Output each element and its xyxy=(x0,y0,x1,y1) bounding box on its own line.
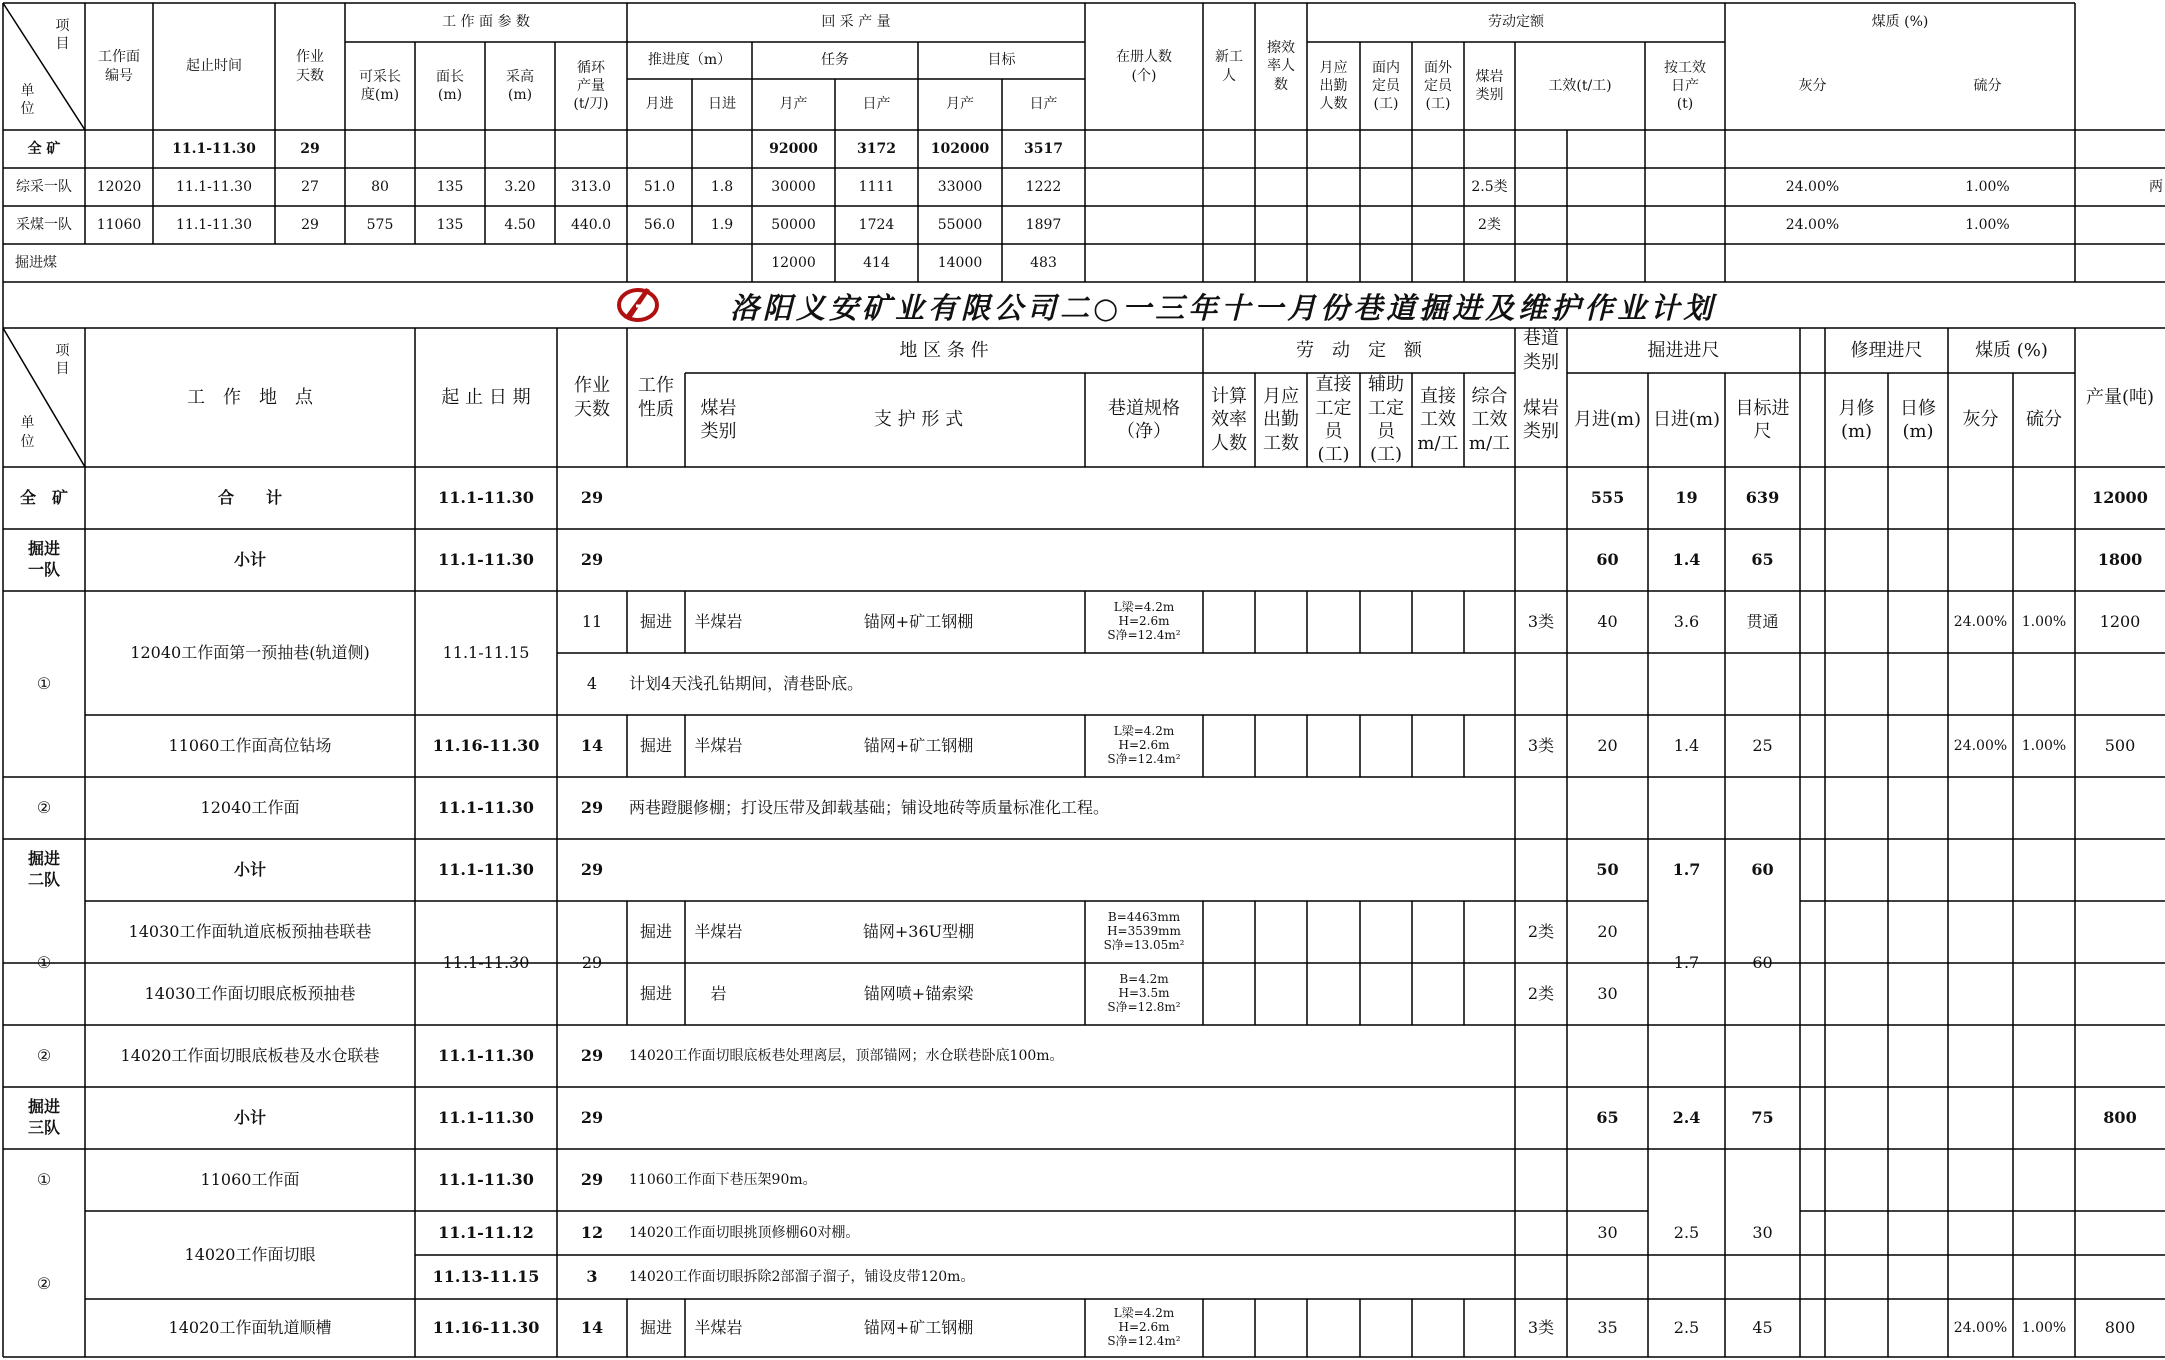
top-row-facelen xyxy=(415,130,485,168)
top-row-gday: 1897 xyxy=(1025,216,1062,233)
team1-item1-target: 贯通 xyxy=(1746,611,1779,631)
team1-day: 1.4 xyxy=(1672,549,1701,569)
row-total-output: 12000 xyxy=(2092,487,2148,507)
team2-item1-location: 14030工作面轨道底板预抽巷联巷 xyxy=(128,921,372,941)
top-row-gmonth: 14000 xyxy=(937,254,983,271)
top-h-registered: 在册人数 (个) xyxy=(1116,49,1172,84)
team2-item2-note: 14020工作面切眼底板巷处理离层，顶部锚网；水仓联巷卧底100m。 xyxy=(629,1047,1064,1064)
top-row-extra xyxy=(2135,130,2165,168)
team1-output: 1800 xyxy=(2097,549,2143,569)
top-row-height xyxy=(485,130,555,168)
team3-item2-days: 12 xyxy=(580,1222,604,1242)
team3-item2b-dates: 11.13-11.15 xyxy=(432,1266,540,1286)
top-h-new: 新工 人 xyxy=(1215,49,1243,84)
bottom-h-labor: 劳 动 定 额 xyxy=(1296,339,1422,361)
top-h-sulfur: 硫分 xyxy=(1973,77,2002,94)
top-row-gday: 3517 xyxy=(1024,140,1063,157)
team1-item1-sulfur: 1.00% xyxy=(2021,613,2067,630)
top-row-extra xyxy=(2135,244,2165,282)
top-row-tday: 1111 xyxy=(858,178,895,195)
team1-item1b-dates: 11.16-11.30 xyxy=(432,735,540,755)
team3-item1-dates: 11.1-11.30 xyxy=(438,1169,534,1189)
team2-target: 60 xyxy=(1751,859,1774,879)
page-title: 洛阳义安矿业有限公司二○一三年十一月份巷道掘进及维护作业计划 xyxy=(730,290,1717,325)
team3-unit: 掘进 三队 xyxy=(27,1097,60,1137)
team2-item1-rock2: 2类 xyxy=(1527,921,1555,941)
top-h-task: 任务 xyxy=(821,52,849,69)
team3-item3-output: 800 xyxy=(2104,1317,2136,1337)
bottom-h-target: 目标进尺 xyxy=(1735,397,1790,442)
team3-item2b-note: 14020工作面切眼拆除2部溜子溜子，铺设皮带120m。 xyxy=(629,1268,975,1285)
top-row-cycle xyxy=(555,130,627,168)
team2-unit: 掘进 二队 xyxy=(27,849,60,889)
team1-dates: 11.1-11.30 xyxy=(438,549,534,569)
team3-item3-target: 45 xyxy=(1752,1317,1773,1337)
top-h-params: 工 作 面 参 数 xyxy=(442,14,530,31)
team2-item1b-rock2: 2类 xyxy=(1527,983,1555,1003)
top-row-ash xyxy=(1725,130,1900,168)
team3-month: 65 xyxy=(1596,1107,1619,1127)
top-row-gday: 483 xyxy=(1030,254,1057,271)
team2-item1b-month: 30 xyxy=(1597,983,1618,1003)
top-row-face xyxy=(85,130,153,168)
top-row-period xyxy=(153,244,275,282)
team1-item1b-day: 1.4 xyxy=(1673,735,1700,755)
top-row-extra: 两 xyxy=(2149,178,2163,195)
team3-item2-location: 14020工作面切眼 xyxy=(184,1244,316,1264)
bottom-h-days: 作业 天数 xyxy=(574,375,610,420)
team1-item1b-ash: 24.00% xyxy=(1953,737,2008,754)
bottom-h-direct: 直接 工定 员 (工) xyxy=(1315,374,1352,466)
top-h-height: 采高 (m) xyxy=(506,68,534,103)
team2-item2-number: ② xyxy=(36,1045,52,1065)
bottom-h-rock2: 煤岩 类别 xyxy=(1523,397,1559,442)
top-h-cycle: 循环 产量 (t/刀) xyxy=(573,59,609,113)
team1-item1-note: 计划4天浅孔钻期间，清巷卧底。 xyxy=(629,673,864,693)
team3-day: 2.4 xyxy=(1672,1107,1701,1127)
top-row-dadv xyxy=(692,244,752,282)
team2-item1-month: 20 xyxy=(1597,921,1618,941)
team2-item1-nature: 掘进 xyxy=(639,921,672,941)
team2-item1b-rock: 岩 xyxy=(710,983,727,1003)
team1-item1b-nature: 掘进 xyxy=(639,735,672,755)
row-total-month: 555 xyxy=(1590,487,1625,507)
team1-item1b-month: 20 xyxy=(1597,735,1618,755)
team2-day: 1.7 xyxy=(1672,859,1701,879)
team1-item1-day: 3.6 xyxy=(1673,611,1700,631)
team2-days: 29 xyxy=(580,859,604,879)
team3-item3-month: 35 xyxy=(1597,1317,1618,1337)
bottom-h-rmonth: 月修 (m) xyxy=(1838,397,1875,442)
row-total-dates: 11.1-11.30 xyxy=(438,487,534,507)
top-row-days: 29 xyxy=(301,216,319,233)
top-row-dadv: 1.9 xyxy=(710,216,734,233)
bottom-h-dates: 起 止 日 期 xyxy=(441,386,531,408)
top-row-period: 11.1-11.30 xyxy=(172,140,256,157)
team3-item1-note: 11060工作面下巷压架90m。 xyxy=(629,1171,817,1188)
team3-item1-days: 29 xyxy=(580,1169,604,1189)
team1-item1-note-days: 4 xyxy=(586,673,598,693)
team1-item2-dates: 11.1-11.30 xyxy=(438,797,534,817)
top-h-labor: 劳动定额 xyxy=(1488,14,1544,31)
top-row-rock xyxy=(1464,130,1515,168)
team2-item1-support: 锚网+36U型棚 xyxy=(862,921,975,941)
team1-item1b-rock: 半煤岩 xyxy=(694,735,743,755)
top-row-face xyxy=(85,244,153,282)
top-h-in-face: 面内 定员 (工) xyxy=(1372,59,1400,113)
top-h-period: 起止时间 xyxy=(186,58,242,75)
top-h-advance: 推进度（m） xyxy=(647,52,732,69)
team3-item3-rock2: 3类 xyxy=(1527,1317,1555,1337)
top-row-tday: 1724 xyxy=(858,216,895,233)
team3-item1-number: ① xyxy=(36,1169,52,1189)
team3-item2-day: 2.5 xyxy=(1673,1222,1700,1242)
top-row-madv: 51.0 xyxy=(643,178,676,195)
team3-item2-note: 14020工作面切眼挑顶修棚60对棚。 xyxy=(629,1224,860,1241)
top-row-tmonth: 92000 xyxy=(769,140,818,157)
top-row-ash: 24.00% xyxy=(1785,216,1840,233)
bottom-h-total-eff: 综合 工效 m/工 xyxy=(1468,385,1511,454)
top-h-month-out: 月产 xyxy=(779,96,808,113)
top-row-dadv xyxy=(692,130,752,168)
team1-item1-ash: 24.00% xyxy=(1953,613,2008,630)
team1-item1-rock2: 3类 xyxy=(1527,611,1555,631)
bottom-h-month: 月进(m) xyxy=(1573,409,1642,431)
team2-item1-rock: 半煤岩 xyxy=(694,921,743,941)
top-h-pick-rate: 擦效 率人 数 xyxy=(1267,40,1295,93)
team3-item3-nature: 掘进 xyxy=(639,1317,672,1337)
top-row-ash: 24.00% xyxy=(1785,178,1840,195)
team2-item2-days: 29 xyxy=(580,1045,604,1065)
top-row-height xyxy=(485,244,555,282)
bottom-h-area: 地 区 条 件 xyxy=(899,339,989,361)
top-row-ash xyxy=(1725,244,1900,282)
top-h-days: 作业 天数 xyxy=(296,49,324,84)
top-row-facelen: 135 xyxy=(436,178,464,195)
top-row-gmonth: 55000 xyxy=(937,216,983,233)
top-row-cycle xyxy=(555,244,627,282)
team2-item1b-spec: B=4.2m H=3.5m S净=12.8m² xyxy=(1107,972,1181,1014)
bottom-h-location: 工 作 地 点 xyxy=(187,386,313,408)
top-row-length: 80 xyxy=(371,178,389,195)
team3-location: 小计 xyxy=(233,1107,266,1127)
team2-item1-target: 60 xyxy=(1752,952,1773,972)
team3-item2-dates: 11.1-11.12 xyxy=(438,1222,534,1242)
top-row-sulfur: 1.00% xyxy=(1965,216,2010,233)
top-h-month-adv: 月进 xyxy=(645,96,674,113)
team3-item3-days: 14 xyxy=(580,1317,604,1337)
top-row-rock: 2类 xyxy=(1478,216,1501,233)
top-row-unit: 全 矿 xyxy=(27,140,61,157)
team3-item3-ash: 24.00% xyxy=(1953,1319,2008,1336)
bottom-h-ash: 灰分 xyxy=(1962,409,1999,431)
row-total-unit: 全 矿 xyxy=(19,487,68,507)
team3-item3-spec: L梁=4.2m H=2.6m S净=12.4m² xyxy=(1107,1306,1181,1348)
top-row-sulfur: 1.00% xyxy=(1965,178,2010,195)
top-row-gmonth: 102000 xyxy=(930,140,990,157)
bottom-h-calc-eff: 计算 效率 人数 xyxy=(1211,385,1247,454)
team1-item1b-target: 25 xyxy=(1752,735,1773,755)
top-row-length xyxy=(345,130,415,168)
top-h-day-out2: 日产 xyxy=(1029,96,1058,113)
team2-item1-dates: 11.1-11.30 xyxy=(442,952,530,972)
row-total-location: 合 计 xyxy=(217,487,282,507)
bottom-h-advance: 掘进进尺 xyxy=(1647,339,1720,361)
top-h-month-out2: 月产 xyxy=(946,96,974,113)
top-h-rock-type: 煤岩 类别 xyxy=(1475,68,1504,103)
bottom-h-direct-eff: 直接 工效 m/工 xyxy=(1417,385,1459,454)
team1-item1b-sulfur: 1.00% xyxy=(2021,737,2067,754)
team3-days: 29 xyxy=(580,1107,604,1127)
bottom-h-day: 日进(m) xyxy=(1652,409,1721,431)
top-corner-item: 项 目 xyxy=(55,17,70,52)
top-row-face: 11060 xyxy=(96,216,142,233)
top-row-dadv: 1.8 xyxy=(710,178,734,195)
team1-item2-number: ② xyxy=(36,797,52,817)
top-h-length: 可采长 度(m) xyxy=(359,68,401,103)
team2-item1b-nature: 掘进 xyxy=(639,983,672,1003)
team1-unit: 掘进 一队 xyxy=(27,539,60,579)
top-row-days: 29 xyxy=(300,140,320,157)
top-h-ash: 灰分 xyxy=(1798,77,1827,94)
top-row-madv xyxy=(627,130,692,168)
team1-item2-days: 29 xyxy=(580,797,604,817)
team3-item3-dates: 11.16-11.30 xyxy=(432,1317,540,1337)
top-row-period: 11.1-11.30 xyxy=(176,216,252,233)
team1-item2-location: 12040工作面 xyxy=(200,797,300,817)
top-row-tday: 3172 xyxy=(857,140,896,157)
team1-item1b-rock2: 3类 xyxy=(1527,735,1555,755)
top-row-facelen: 135 xyxy=(436,216,464,233)
team2-item1-spec: B=4463mm H=3539mm S净=13.05m² xyxy=(1103,910,1185,952)
team3-dates: 11.1-11.30 xyxy=(438,1107,534,1127)
top-row-length: 575 xyxy=(366,216,394,233)
top-row-rock xyxy=(1464,244,1515,282)
top-row-length xyxy=(345,244,415,282)
team1-item1b-days: 14 xyxy=(580,735,604,755)
top-row-height: 3.20 xyxy=(504,178,536,195)
team2-item2-location: 14020工作面切眼底板巷及水仓联巷 xyxy=(120,1045,380,1065)
team3-item2-month: 30 xyxy=(1597,1222,1618,1242)
team1-item1-days: 11 xyxy=(581,611,603,631)
team1-item1b-spec: L梁=4.2m H=2.6m S净=12.4m² xyxy=(1107,724,1181,766)
team1-item1-number: ① xyxy=(36,673,52,693)
team1-item1-dates: 11.1-11.15 xyxy=(442,642,530,662)
team1-item1-support: 锚网+矿工钢棚 xyxy=(863,611,974,631)
top-row-unit: 采煤一队 xyxy=(16,216,72,233)
top-row-tmonth: 50000 xyxy=(771,216,816,233)
bottom-h-spec: 巷道规格 （净） xyxy=(1108,397,1180,442)
bottom-h-aux: 辅助 工定 员 (工) xyxy=(1368,374,1404,466)
top-row-extra xyxy=(2135,206,2165,244)
team1-item1-output: 1200 xyxy=(2099,611,2141,631)
top-row-gmonth: 33000 xyxy=(937,178,983,195)
top-h-output: 回 采 产 量 xyxy=(821,14,891,31)
team2-location: 小计 xyxy=(233,859,266,879)
top-row-tmonth: 12000 xyxy=(771,254,816,271)
bottom-h-tunnel-type: 巷道 类别 xyxy=(1523,328,1559,373)
team2-item1b-location: 14030工作面切眼底板预抽巷 xyxy=(144,983,356,1003)
team3-item2-number: ② xyxy=(36,1273,52,1293)
team1-item1-nature: 掘进 xyxy=(639,611,672,631)
team2-dates: 11.1-11.30 xyxy=(438,859,534,879)
team3-item3-day: 2.5 xyxy=(1673,1317,1700,1337)
team1-item1-month: 40 xyxy=(1597,611,1618,631)
team3-output: 800 xyxy=(2103,1107,2137,1127)
bottom-h-monthly-days: 月应 出勤 工数 xyxy=(1263,385,1299,454)
bottom-corner-unit: 单 位 xyxy=(20,415,35,450)
company-logo-icon xyxy=(616,284,660,324)
team1-target: 65 xyxy=(1751,549,1774,569)
top-row-rock: 2.5类 xyxy=(1471,178,1508,195)
team1-item1b-location: 11060工作面高位钻场 xyxy=(168,735,332,755)
top-row-tday: 414 xyxy=(863,254,890,271)
top-row-height: 4.50 xyxy=(504,216,536,233)
team2-item1b-support: 锚网喷+锚索梁 xyxy=(863,983,974,1003)
top-row-facelen xyxy=(415,244,485,282)
team3-item3-rock: 半煤岩 xyxy=(694,1317,743,1337)
row-total-day: 19 xyxy=(1675,487,1698,507)
top-h-monthly-att: 月应 出勤 人数 xyxy=(1319,59,1348,113)
bottom-h-repair: 修理进尺 xyxy=(1850,339,1923,361)
team3-item1-location: 11060工作面 xyxy=(200,1169,300,1189)
top-row-gday: 1222 xyxy=(1025,178,1062,195)
top-h-day-adv: 日进 xyxy=(708,96,736,113)
top-row-days: 27 xyxy=(301,178,319,195)
top-h-day-out: 日产 xyxy=(862,96,891,113)
top-row-days xyxy=(275,244,345,282)
team1-item2-note: 两巷蹬腿修棚；打设压带及卸载基础；铺设地砖等质量标准化工程。 xyxy=(629,797,1110,817)
top-row-period: 11.1-11.30 xyxy=(176,178,252,195)
team1-days: 29 xyxy=(580,549,604,569)
top-h-eff-output: 按工效 日产 (t) xyxy=(1664,59,1706,113)
bottom-h-sulfur: 硫分 xyxy=(2026,409,2062,431)
row-total-days: 29 xyxy=(580,487,604,507)
bottom-h-nature: 工作 性质 xyxy=(638,375,674,420)
team1-item1b-support: 锚网+矿工钢棚 xyxy=(863,735,974,755)
top-h-quality: 煤质 (%) xyxy=(1871,14,1929,31)
team1-item1-location: 12040工作面第一预抽巷(轨道侧) xyxy=(130,642,370,662)
top-row-unit: 掘进煤 xyxy=(15,254,57,271)
top-row-face: 12020 xyxy=(96,178,142,195)
top-h-face-len: 面长 (m) xyxy=(436,68,464,103)
bottom-corner-item: 项 目 xyxy=(55,342,70,377)
bottom-h-support: 支 护 形 式 xyxy=(873,409,964,431)
team1-item1b-output: 500 xyxy=(2104,735,2136,755)
team1-item1-spec: L梁=4.2m H=2.6m S净=12.4m² xyxy=(1107,600,1181,642)
team1-location: 小计 xyxy=(233,549,266,569)
team1-item1-rock: 半煤岩 xyxy=(694,611,743,631)
team2-item1-day: 1.7 xyxy=(1673,952,1700,972)
top-corner-unit: 单 位 xyxy=(20,82,35,117)
top-h-out-face: 面外 定员 (工) xyxy=(1424,59,1452,113)
bottom-h-rday: 日修 (m) xyxy=(1900,397,1936,442)
team3-item3-support: 锚网+矿工钢棚 xyxy=(863,1317,974,1337)
top-row-sulfur xyxy=(1900,130,2075,168)
team2-item1-number: ① xyxy=(36,952,52,972)
top-row-tmonth: 30000 xyxy=(771,178,816,195)
team1-month: 60 xyxy=(1596,549,1619,569)
top-row-cycle: 440.0 xyxy=(570,216,612,233)
top-h-face-no: 工作面 编号 xyxy=(98,49,140,84)
team3-item3-location: 14020工作面轨道顺槽 xyxy=(168,1317,332,1337)
top-row-sulfur xyxy=(1900,244,2075,282)
team3-item2b-days: 3 xyxy=(586,1266,598,1286)
top-row-cycle: 313.0 xyxy=(570,178,612,195)
top-row-madv: 56.0 xyxy=(643,216,676,233)
top-h-target: 目标 xyxy=(987,52,1016,69)
bottom-h-rock: 煤岩 类别 xyxy=(700,397,737,442)
team2-month: 50 xyxy=(1596,859,1619,879)
bottom-h-quality: 煤质 (%) xyxy=(1975,339,2048,361)
team2-item2-dates: 11.1-11.30 xyxy=(438,1045,534,1065)
row-total-target: 639 xyxy=(1745,487,1780,507)
team3-item2-target: 30 xyxy=(1752,1222,1773,1242)
team2-item1-days: 29 xyxy=(581,952,603,972)
top-h-efficiency: 工效(t/工) xyxy=(1548,77,1612,94)
top-row-unit: 综采一队 xyxy=(16,178,72,195)
team3-item3-sulfur: 1.00% xyxy=(2021,1319,2067,1336)
team3-target: 75 xyxy=(1751,1107,1774,1127)
bottom-h-output: 产量(吨) xyxy=(2085,386,2155,408)
top-row-madv xyxy=(627,244,692,282)
